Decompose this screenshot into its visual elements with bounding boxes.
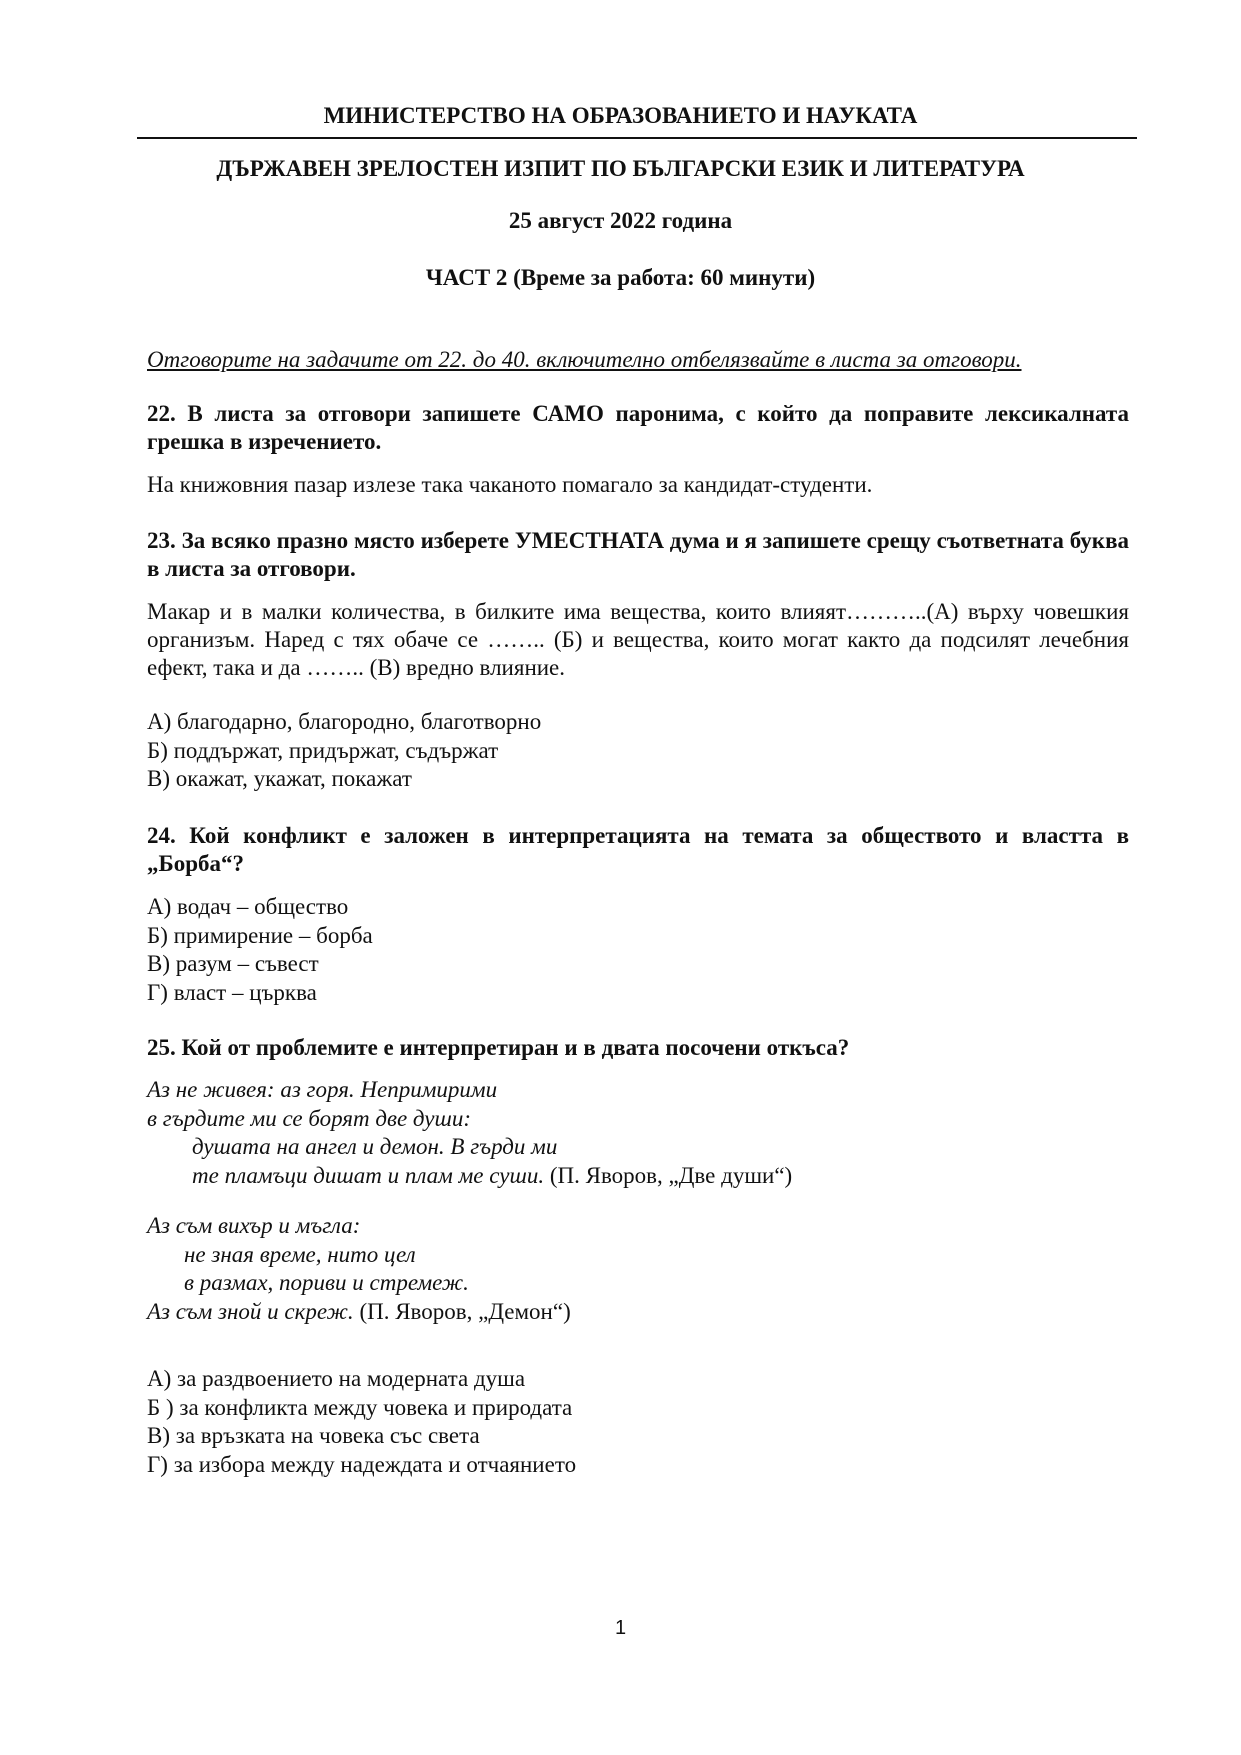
option-b: Б) примирение – борба: [147, 922, 373, 948]
question-25-options: [147, 1365, 1129, 1479]
question-22-sentence: На книжовния пазар излезе така чаканото помагало за кандидат-студенти.: [147, 472, 873, 497]
poem-line: в размах, пориви и стремеж.: [184, 1270, 469, 1295]
option-c: В) окажат, укажат, покажат: [147, 766, 412, 791]
question-23: 23. За всяко празно място изберете УМЕСТНАТА дума и я запишете срещу съответната буква в листа за отговори.: [147, 528, 1129, 581]
ministry-heading: МИНИСТЕРСТВО НА ОБРАЗОВАНИЕТО И НАУКАТА: [323, 103, 918, 128]
poem-line-with-source: [147, 1298, 1129, 1327]
poem-source: (П. Яворов, „Демон“): [359, 1298, 571, 1324]
poem-line: те пламъци дишат и плам ме суши.: [192, 1162, 545, 1188]
poem-line: душата на ангел и демон. В гърди ми: [192, 1134, 558, 1159]
poem-line: Аз не живея: аз горя. Непримирими: [147, 1077, 498, 1102]
question-24-options: [147, 893, 1129, 1007]
instruction-text: Отговорите на задачите от 22. до 40. включително отбелязвайте в листа за отговори.: [147, 347, 1022, 372]
question-25: 25. Кой от проблемите е интерпретиран и в двата посочени откъса?: [147, 1035, 850, 1060]
option-c: В) разум – съвест: [147, 951, 319, 976]
exam-part: ЧАСТ 2 (Време за работа: 60 минути): [425, 265, 816, 290]
option-d: Г) власт – църква: [147, 979, 317, 1005]
exam-title: ДЪРЖАВЕН ЗРЕЛОСТЕН ИЗПИТ ПО БЪЛГАРСКИ ЕЗИК И ЛИТЕРАТУРА: [216, 156, 1025, 181]
poem-line: в гърдите ми се борят две души:: [147, 1105, 471, 1131]
option-d: Г) за избора между надеждата и отчаянието: [147, 1451, 577, 1477]
poem-excerpt-1: [147, 1076, 1129, 1190]
poem-line: Аз съм вихър и мъгла:: [147, 1213, 361, 1238]
option-b: Б) поддържат, придържат, съдържат: [147, 737, 499, 763]
poem-line: не зная време, нито цел: [184, 1241, 416, 1267]
option-b: Б ) за конфликта между човека и природата: [147, 1394, 573, 1420]
page-number: 1: [614, 1617, 627, 1639]
header-divider: [137, 137, 1137, 139]
question-24: 24. Кой конфликт е заложен в интерпретацията на темата за обществото и властта в „Борба“?: [147, 823, 1129, 876]
question-23-text: Макар и в малки количества, в билките има вещества, които влияят………..(А) върху човешкия организъм. Наред с тях обаче се …….. (Б) и вещества, които могат както да подсилят лечебния ефект, така и да …….. (В) вредно влияние.: [147, 599, 1129, 680]
poem-excerpt-2: [147, 1212, 1129, 1326]
exam-date: 25 август 2022 година: [508, 208, 733, 233]
option-a: А) за раздвоението на модерната душа: [147, 1366, 526, 1391]
option-a: А) водач – общество: [147, 894, 349, 919]
option-c: В) за връзката на човека със света: [147, 1423, 480, 1448]
poem-line-with-source: [147, 1162, 1129, 1191]
poem-line: Аз съм зной и скреж.: [147, 1298, 354, 1324]
option-a: А) благодарно, благородно, благотворно: [147, 709, 542, 734]
question-22: 22. В листа за отговори запишете САМО паронима, с който да поправите лексикалната грешка в изречението.: [147, 401, 1129, 454]
poem-source: (П. Яворов, „Две души“): [549, 1162, 793, 1188]
question-23-options: [147, 708, 1129, 794]
